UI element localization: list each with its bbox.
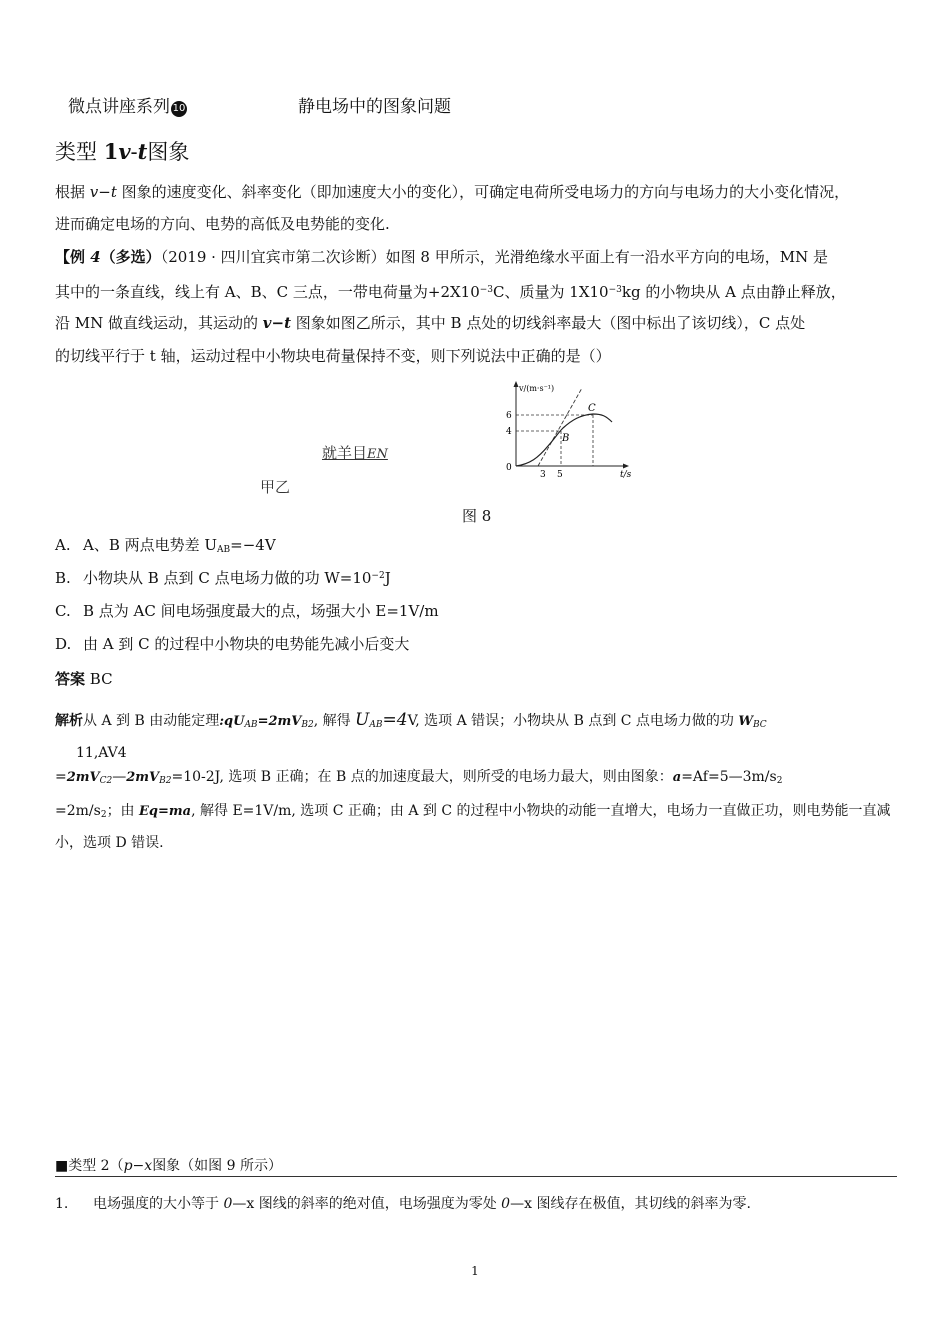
example-line-4: 的切线平行于 t 轴，运动过程中小物块电荷量保持不变，则下列说法中正确的是（）	[55, 347, 611, 365]
topic-title: 静电场中的图象问题	[298, 97, 451, 117]
option-b: B. 小物块从 B 点到 C 点电场力做的功 $W=10^{-2}J$	[55, 569, 391, 587]
point-c-label: C	[588, 403, 596, 414]
x-axis-label: t/s	[620, 470, 632, 480]
x-tick-5: 5	[557, 470, 563, 480]
figure-jia-label: 就羊目EN	[322, 444, 388, 462]
answer-label: 答案	[55, 670, 86, 688]
example-line-3: 沿 MN 做直线运动，其运动的 v−t 图象如图乙所示，其中 B 点处的切线斜率最大（图中标出了该切线），C 点处	[55, 314, 806, 332]
vt-graph	[500, 378, 650, 486]
figure-sublabels: 甲乙	[260, 478, 291, 496]
y-axis-label: v/(m·s⁻¹)	[519, 384, 555, 393]
example-line-2: 其中的一条直线，线上有 A、B、C 三点，一带电荷量为$+2X10^{-3}C$、质量为 $1X10^{-3}kg$ 的小物块从 A 点由静止释放，	[55, 283, 846, 301]
section-1-heading: 类型 1v-t图象	[55, 139, 190, 164]
analysis-line-5: 小，选项 D 错误.	[55, 835, 164, 851]
page-number: 1	[471, 1264, 479, 1278]
section-2-heading: ■类型 2（p−x图象（如图 9 所示）	[55, 1158, 282, 1174]
answer-line	[55, 668, 113, 689]
figure-caption: 图 8	[462, 507, 492, 525]
option-c: C. B 点为 AC 间电场强度最大的点，场强大小 E=1V/m	[55, 602, 439, 620]
analysis-line-4: $=2m/s_2$；由 Eq=ma, 解得 E=1V/m, 选项 C 正确；由 A 到 C 的过程中小物块的动能一直增大，电场力一直做正功，则电势能一直减	[55, 803, 891, 820]
answer-value: BC	[89, 670, 113, 688]
intro-line-1: 根据 v−t 图象的速度变化、斜率变化（即加速度大小的变化），可确定电荷所受电场力的方向与电场力的大小变化情况，	[55, 183, 850, 201]
intro-line-2: 进而确定电场的方向、电势的高低及电势能的变化.	[55, 215, 390, 233]
point-b-label: B	[562, 433, 570, 444]
example-line-1: 【例 4（多选）（2019 · 四川宜宾市第二次诊断）如图 8 甲所示，光滑绝缘水平面上有一沿水平方向的电场，MN 是	[55, 248, 829, 266]
analysis-line-1: 解析从 A 到 B 由动能定理$:qU_{AB}=2mV_{B2}$, 解得 $U_{AB}=4V$, 选项 A 错误；小物块从 B 点到 C 点电场力做的功 $W_{BC}$	[55, 710, 767, 730]
option-d: D. 由 A 到 C 的过程中小物块的电势能先减小后变大	[55, 635, 410, 653]
y-axis-arrow	[514, 381, 519, 387]
y-tick-6: 6	[506, 411, 512, 421]
tangent-line-b	[538, 388, 582, 466]
analysis-line-2: 11,AV4	[76, 745, 127, 761]
y-tick-4: 4	[506, 427, 512, 437]
option-a: A. A、B 两点电势差 $U_{AB}=-4V$	[55, 536, 276, 555]
section-divider	[55, 1176, 897, 1177]
series-title	[68, 92, 187, 117]
origin-label: 0	[506, 463, 512, 473]
series-text: 微点讲座系列	[68, 97, 170, 117]
x-tick-3: 3	[540, 470, 546, 480]
series-number-badge: 10	[171, 101, 187, 117]
point-1: 1. 电场强度的大小等于 0—x 图线的斜率的绝对值，电场强度为零处 0—x 图线存在极值，其切线的斜率为零.	[55, 1196, 751, 1212]
analysis-line-3: $=2mV_{C2}—2mV_{B2}=10-2J$, 选项 B 正确；在 B 点的加速度最大，则所受的电场力最大，则由图象：$a=Af=5—3m/s_2$	[55, 769, 783, 786]
x-axis-arrow	[623, 464, 629, 469]
